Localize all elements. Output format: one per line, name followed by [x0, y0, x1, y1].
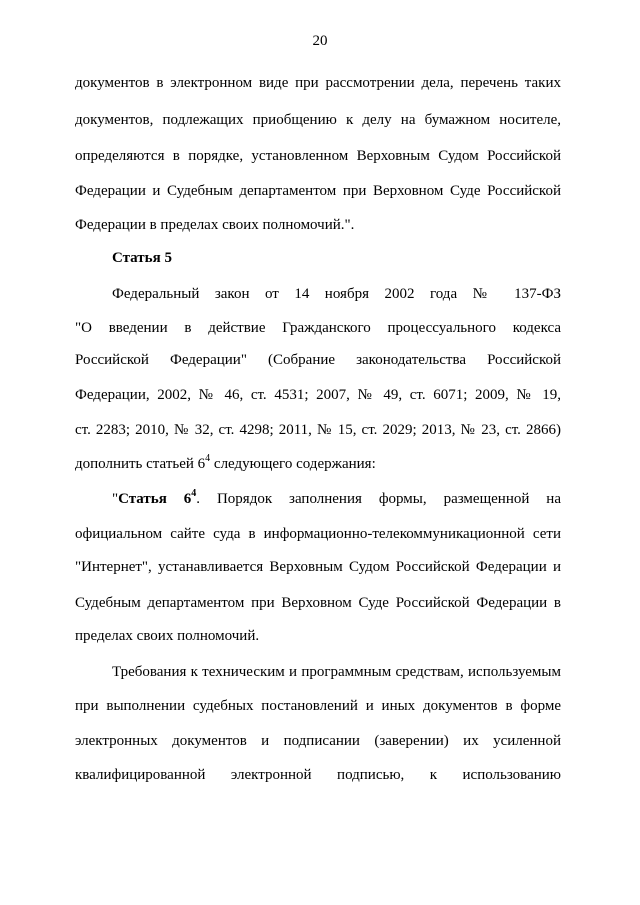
- text-line: Требования к техническим и программным средствам, используемым: [112, 664, 561, 680]
- text-segment: ": [112, 491, 119, 507]
- text-line: "Интернет", устанавливается Верховным Судом Российской Федерации и: [75, 559, 561, 575]
- text-line: документов в электронном виде при рассмотрении дела, перечень таких: [75, 75, 561, 91]
- text-line: ст. 2283; 2010, № 32, ст. 4298; 2011, № 15, ст. 2029; 2013, № 23, ст. 2866): [75, 422, 561, 438]
- text-segment: дополнить статьей 6: [75, 456, 206, 472]
- text-line: пределах своих полномочий.: [75, 628, 260, 644]
- superscript: 4: [191, 488, 197, 499]
- text-line: квалифицированной электронной подписью, к использованию: [75, 767, 561, 783]
- text-line: Федерации, 2002, № 46, ст. 4531; 2007, № 49, ст. 6071; 2009, № 19,: [75, 387, 561, 403]
- text-line: электронных документов и подписании (заверении) их усиленной: [75, 733, 561, 749]
- text-segment: Статья 6: [118, 491, 192, 507]
- text-line: [75, 455, 561, 473]
- text-line: Федерации в пределах своих полномочий.".: [75, 217, 355, 233]
- article-heading: Статья 5: [112, 250, 172, 266]
- page-number: 20: [312, 33, 328, 49]
- text-line: документов, подлежащих приобщению к делу на бумажном носителе,: [75, 112, 561, 128]
- text-line: "О введении в действие Гражданского процессуального кодекса: [75, 320, 561, 336]
- text-line: официальном сайте суда в информационно-телекоммуникационной сети: [75, 526, 561, 542]
- article-title: [118, 488, 197, 507]
- text-line: Судебным департаментом при Верховном Суде Российской Федерации в: [75, 595, 561, 611]
- text-line: Федеральный закон от 14 ноября 2002 года № 137-ФЗ: [112, 286, 561, 302]
- text-line: Российской Федерации" (Собрание законодательства Российской: [75, 352, 561, 368]
- text-line: определяются в порядке, установленном Верховным Судом Российской: [75, 148, 561, 164]
- text-line: при выполнении судебных постановлений и иных документов в форме: [75, 698, 561, 714]
- text-segment: следующего содержания:: [210, 456, 376, 472]
- text-line: Федерации и Судебным департаментом при Верховном Суде Российской: [75, 183, 561, 199]
- superscript: 4: [205, 453, 211, 464]
- article-title-line: [112, 490, 561, 508]
- text-segment: . Порядок заполнения формы, размещенной на: [196, 491, 561, 507]
